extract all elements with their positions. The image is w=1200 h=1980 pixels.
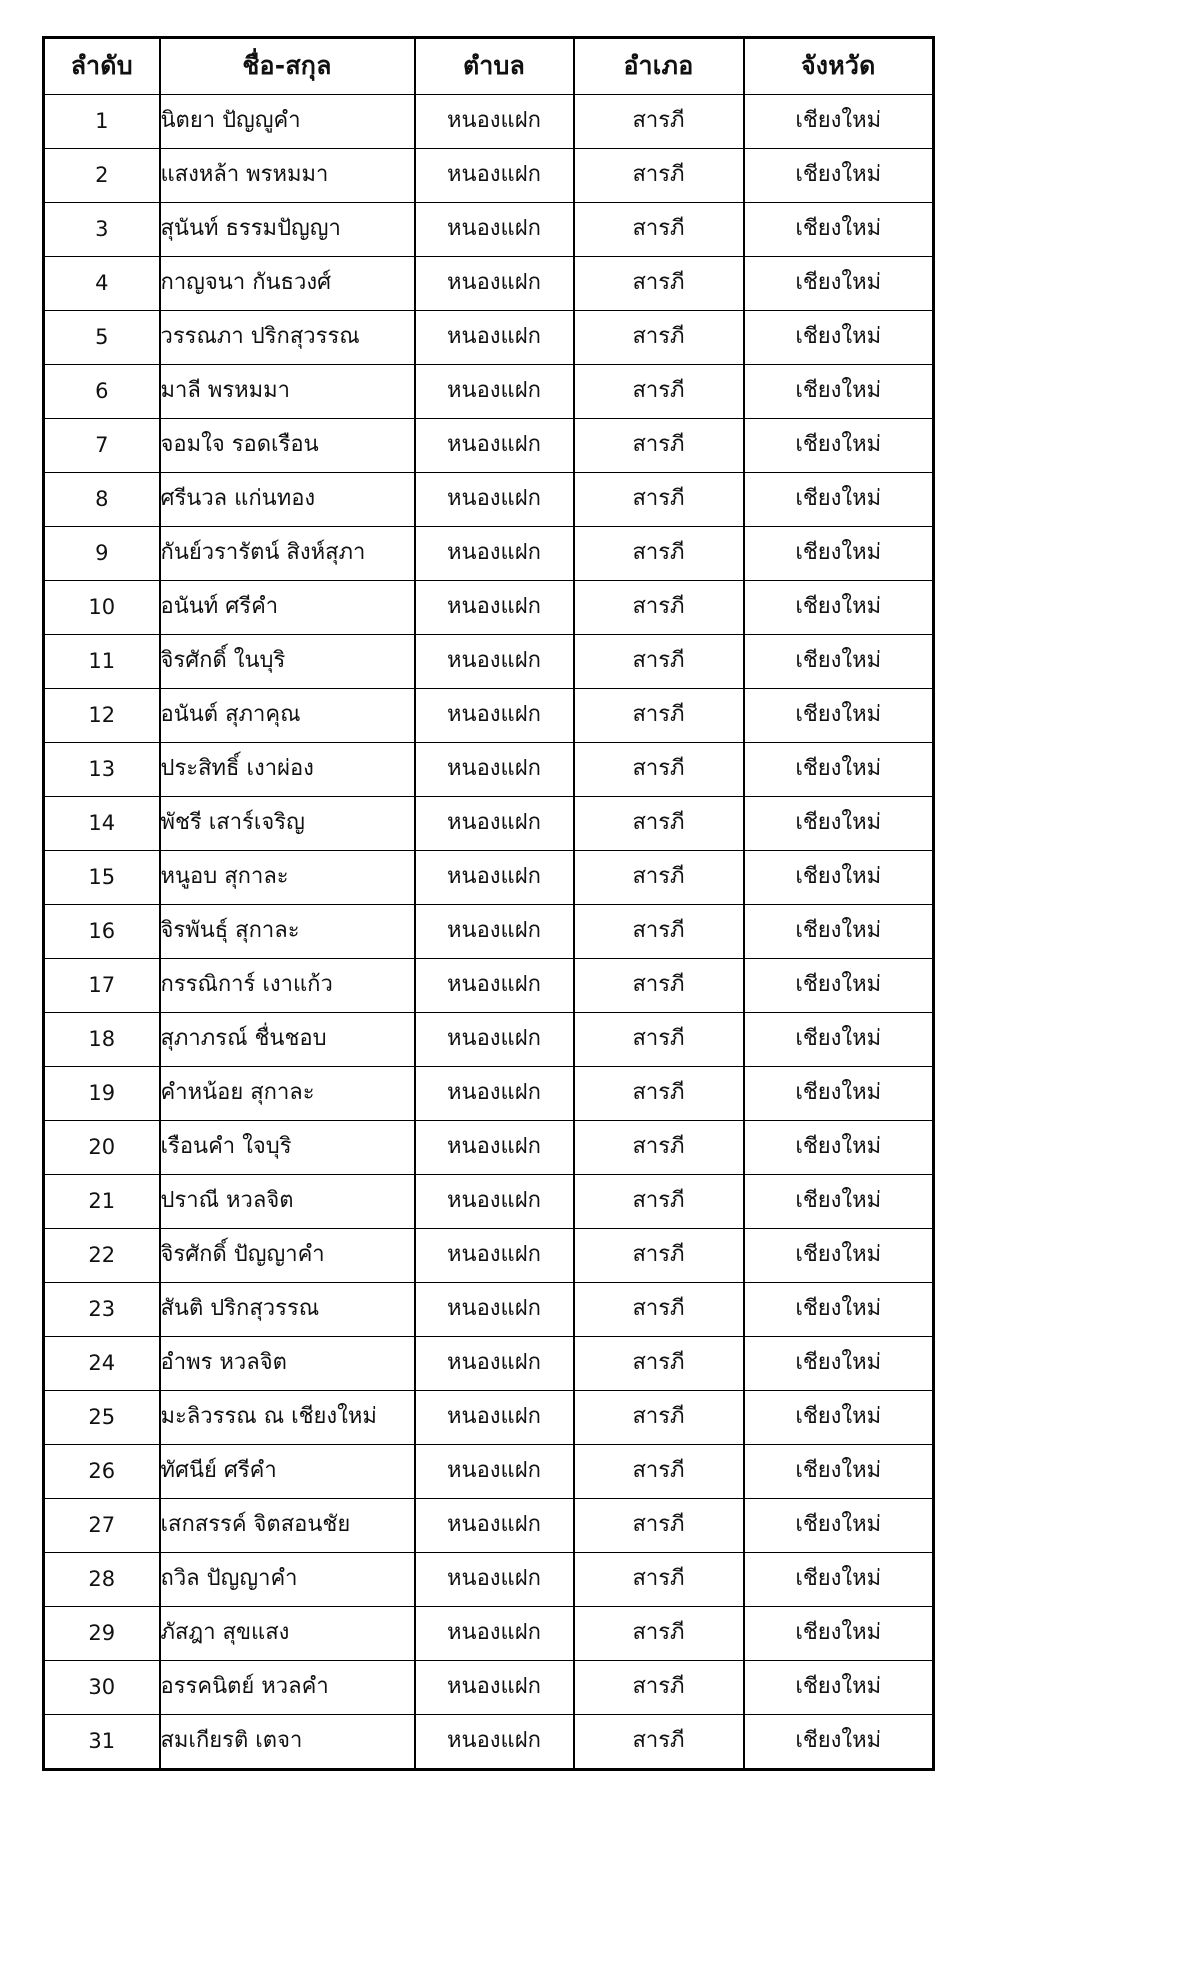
cell-district: สารภี: [574, 905, 744, 959]
cell-district: สารภี: [574, 1553, 744, 1607]
cell-name: กาญจนา กันธวงศ์: [160, 257, 415, 311]
cell-district: สารภี: [574, 1499, 744, 1553]
cell-subdistrict: หนองแฝก: [415, 1607, 574, 1661]
cell-province: เชียงใหม่: [744, 1121, 934, 1175]
cell-subdistrict: หนองแฝก: [415, 1283, 574, 1337]
cell-subdistrict: หนองแฝก: [415, 1175, 574, 1229]
cell-name: อนันท์ ศรีคำ: [160, 581, 415, 635]
cell-district: สารภี: [574, 473, 744, 527]
cell-district: สารภี: [574, 797, 744, 851]
cell-subdistrict: หนองแฝก: [415, 743, 574, 797]
table-row: [44, 311, 934, 365]
cell-province: เชียงใหม่: [744, 95, 934, 149]
table-row: [44, 1337, 934, 1391]
cell-name: นิตยา ปัญญูคำ: [160, 95, 415, 149]
cell-index: 23: [44, 1283, 160, 1337]
cell-district: สารภี: [574, 689, 744, 743]
table-row: [44, 1445, 934, 1499]
cell-name: วรรณภา ปริกสุวรรณ: [160, 311, 415, 365]
table-header: [44, 38, 934, 95]
cell-index: 31: [44, 1715, 160, 1770]
table-row: [44, 1553, 934, 1607]
roster-table: [42, 36, 935, 1771]
table-row: [44, 419, 934, 473]
cell-index: 12: [44, 689, 160, 743]
cell-name: เสกสรรค์ จิตสอนชัย: [160, 1499, 415, 1553]
cell-index: 28: [44, 1553, 160, 1607]
cell-index: 18: [44, 1013, 160, 1067]
cell-district: สารภี: [574, 1067, 744, 1121]
cell-name: พัชรี เสาร์เจริญ: [160, 797, 415, 851]
cell-subdistrict: หนองแฝก: [415, 257, 574, 311]
cell-name: สมเกียรติ เตจา: [160, 1715, 415, 1770]
cell-subdistrict: หนองแฝก: [415, 311, 574, 365]
cell-district: สารภี: [574, 1121, 744, 1175]
cell-index: 13: [44, 743, 160, 797]
cell-province: เชียงใหม่: [744, 635, 934, 689]
cell-subdistrict: หนองแฝก: [415, 473, 574, 527]
cell-subdistrict: หนองแฝก: [415, 581, 574, 635]
cell-index: 3: [44, 203, 160, 257]
table-row: [44, 1121, 934, 1175]
cell-subdistrict: หนองแฝก: [415, 1013, 574, 1067]
cell-district: สารภี: [574, 743, 744, 797]
cell-subdistrict: หนองแฝก: [415, 1337, 574, 1391]
cell-name: กรรณิการ์ เงาแก้ว: [160, 959, 415, 1013]
cell-subdistrict: หนองแฝก: [415, 1445, 574, 1499]
cell-index: 11: [44, 635, 160, 689]
cell-index: 22: [44, 1229, 160, 1283]
cell-subdistrict: หนองแฝก: [415, 1229, 574, 1283]
cell-district: สารภี: [574, 149, 744, 203]
table-row: [44, 365, 934, 419]
cell-province: เชียงใหม่: [744, 581, 934, 635]
table-row: [44, 1175, 934, 1229]
roster-table-container: [42, 36, 932, 1771]
cell-name: จิรศักดิ์ ในบุริ: [160, 635, 415, 689]
cell-index: 29: [44, 1607, 160, 1661]
cell-province: เชียงใหม่: [744, 1553, 934, 1607]
cell-district: สารภี: [574, 1661, 744, 1715]
cell-name: อนันต์ สุภาคุณ: [160, 689, 415, 743]
cell-province: เชียงใหม่: [744, 203, 934, 257]
cell-subdistrict: หนองแฝก: [415, 527, 574, 581]
cell-subdistrict: หนองแฝก: [415, 1121, 574, 1175]
cell-subdistrict: หนองแฝก: [415, 689, 574, 743]
table-row: [44, 1715, 934, 1770]
cell-index: 17: [44, 959, 160, 1013]
table-row: [44, 1607, 934, 1661]
cell-province: เชียงใหม่: [744, 1607, 934, 1661]
cell-district: สารภี: [574, 1013, 744, 1067]
cell-name: อรรคนิตย์ หวลคำ: [160, 1661, 415, 1715]
cell-name: หนูอบ สุกาละ: [160, 851, 415, 905]
column-header-district: อำเภอ: [574, 38, 744, 95]
cell-name: จิรพันธุ์ สุกาละ: [160, 905, 415, 959]
cell-province: เชียงใหม่: [744, 1067, 934, 1121]
cell-name: มาลี พรหมมา: [160, 365, 415, 419]
cell-index: 8: [44, 473, 160, 527]
cell-district: สารภี: [574, 1391, 744, 1445]
cell-index: 21: [44, 1175, 160, 1229]
cell-subdistrict: หนองแฝก: [415, 1715, 574, 1770]
table-header-row: [44, 38, 934, 95]
cell-province: เชียงใหม่: [744, 1229, 934, 1283]
cell-district: สารภี: [574, 1715, 744, 1770]
cell-name: จิรศักดิ์ ปัญญาคำ: [160, 1229, 415, 1283]
cell-province: เชียงใหม่: [744, 689, 934, 743]
cell-index: 2: [44, 149, 160, 203]
cell-subdistrict: หนองแฝก: [415, 419, 574, 473]
cell-province: เชียงใหม่: [744, 1391, 934, 1445]
cell-index: 9: [44, 527, 160, 581]
cell-name: จอมใจ รอดเรือน: [160, 419, 415, 473]
table-body: [44, 95, 934, 1770]
cell-subdistrict: หนองแฝก: [415, 149, 574, 203]
cell-index: 20: [44, 1121, 160, 1175]
cell-district: สารภี: [574, 1445, 744, 1499]
cell-index: 16: [44, 905, 160, 959]
table-row: [44, 797, 934, 851]
cell-name: มะลิวรรณ ณ เชียงใหม่: [160, 1391, 415, 1445]
table-row: [44, 203, 934, 257]
cell-index: 30: [44, 1661, 160, 1715]
cell-name: ศรีนวล แก่นทอง: [160, 473, 415, 527]
table-row: [44, 635, 934, 689]
cell-province: เชียงใหม่: [744, 1175, 934, 1229]
cell-district: สารภี: [574, 419, 744, 473]
column-header-province: จังหวัด: [744, 38, 934, 95]
table-row: [44, 149, 934, 203]
cell-subdistrict: หนองแฝก: [415, 1391, 574, 1445]
cell-index: 26: [44, 1445, 160, 1499]
cell-province: เชียงใหม่: [744, 905, 934, 959]
cell-district: สารภี: [574, 1283, 744, 1337]
cell-name: แสงหล้า พรหมมา: [160, 149, 415, 203]
cell-province: เชียงใหม่: [744, 419, 934, 473]
cell-district: สารภี: [574, 203, 744, 257]
cell-province: เชียงใหม่: [744, 257, 934, 311]
cell-province: เชียงใหม่: [744, 959, 934, 1013]
table-row: [44, 1067, 934, 1121]
cell-name: ถวิล ปัญญาคำ: [160, 1553, 415, 1607]
cell-district: สารภี: [574, 1229, 744, 1283]
cell-province: เชียงใหม่: [744, 1445, 934, 1499]
cell-district: สารภี: [574, 635, 744, 689]
cell-district: สารภี: [574, 959, 744, 1013]
column-header-name: ชื่อ-สกุล: [160, 38, 415, 95]
cell-subdistrict: หนองแฝก: [415, 203, 574, 257]
table-row: [44, 1283, 934, 1337]
cell-subdistrict: หนองแฝก: [415, 851, 574, 905]
table-row: [44, 905, 934, 959]
cell-index: 14: [44, 797, 160, 851]
cell-province: เชียงใหม่: [744, 797, 934, 851]
cell-name: สุนันท์ ธรรมปัญญา: [160, 203, 415, 257]
table-row: [44, 1499, 934, 1553]
table-row: [44, 1013, 934, 1067]
cell-province: เชียงใหม่: [744, 527, 934, 581]
cell-province: เชียงใหม่: [744, 1337, 934, 1391]
cell-subdistrict: หนองแฝก: [415, 1499, 574, 1553]
cell-province: เชียงใหม่: [744, 149, 934, 203]
cell-name: อำพร หวลจิต: [160, 1337, 415, 1391]
table-row: [44, 851, 934, 905]
cell-subdistrict: หนองแฝก: [415, 365, 574, 419]
cell-index: 10: [44, 581, 160, 635]
cell-subdistrict: หนองแฝก: [415, 635, 574, 689]
column-header-index: ลำดับ: [44, 38, 160, 95]
table-row: [44, 1661, 934, 1715]
cell-index: 6: [44, 365, 160, 419]
cell-district: สารภี: [574, 365, 744, 419]
table-row: [44, 527, 934, 581]
cell-district: สารภี: [574, 851, 744, 905]
cell-subdistrict: หนองแฝก: [415, 1067, 574, 1121]
cell-index: 25: [44, 1391, 160, 1445]
cell-name: ทัศนีย์ ศรีคำ: [160, 1445, 415, 1499]
table-row: [44, 581, 934, 635]
cell-name: กันย์วรารัตน์ สิงห์สุภา: [160, 527, 415, 581]
cell-name: ภัสฎา สุขแสง: [160, 1607, 415, 1661]
table-row: [44, 1229, 934, 1283]
cell-district: สารภี: [574, 257, 744, 311]
cell-index: 1: [44, 95, 160, 149]
table-row: [44, 257, 934, 311]
column-header-subdistrict: ตำบล: [415, 38, 574, 95]
table-row: [44, 473, 934, 527]
cell-index: 19: [44, 1067, 160, 1121]
cell-province: เชียงใหม่: [744, 743, 934, 797]
cell-name: ประสิทธิ์ เงาผ่อง: [160, 743, 415, 797]
cell-district: สารภี: [574, 527, 744, 581]
cell-name: สันติ ปริกสุวรรณ: [160, 1283, 415, 1337]
table-row: [44, 95, 934, 149]
cell-name: คำหน้อย สุกาละ: [160, 1067, 415, 1121]
cell-subdistrict: หนองแฝก: [415, 797, 574, 851]
table-row: [44, 1391, 934, 1445]
table-row: [44, 959, 934, 1013]
cell-district: สารภี: [574, 95, 744, 149]
cell-name: เรือนคำ ใจบุริ: [160, 1121, 415, 1175]
cell-province: เชียงใหม่: [744, 365, 934, 419]
cell-name: สุภาภรณ์ ชื่นชอบ: [160, 1013, 415, 1067]
cell-province: เชียงใหม่: [744, 311, 934, 365]
cell-index: 15: [44, 851, 160, 905]
cell-index: 5: [44, 311, 160, 365]
cell-subdistrict: หนองแฝก: [415, 1553, 574, 1607]
cell-province: เชียงใหม่: [744, 851, 934, 905]
table-row: [44, 743, 934, 797]
cell-subdistrict: หนองแฝก: [415, 959, 574, 1013]
cell-province: เชียงใหม่: [744, 1499, 934, 1553]
cell-index: 24: [44, 1337, 160, 1391]
cell-index: 4: [44, 257, 160, 311]
cell-name: ปราณี หวลจิต: [160, 1175, 415, 1229]
cell-district: สารภี: [574, 581, 744, 635]
cell-province: เชียงใหม่: [744, 1661, 934, 1715]
cell-district: สารภี: [574, 1337, 744, 1391]
cell-district: สารภี: [574, 1607, 744, 1661]
cell-index: 7: [44, 419, 160, 473]
cell-province: เชียงใหม่: [744, 1013, 934, 1067]
cell-subdistrict: หนองแฝก: [415, 95, 574, 149]
cell-district: สารภี: [574, 311, 744, 365]
cell-province: เชียงใหม่: [744, 473, 934, 527]
cell-district: สารภี: [574, 1175, 744, 1229]
cell-subdistrict: หนองแฝก: [415, 905, 574, 959]
cell-index: 27: [44, 1499, 160, 1553]
cell-subdistrict: หนองแฝก: [415, 1661, 574, 1715]
cell-province: เชียงใหม่: [744, 1715, 934, 1770]
table-row: [44, 689, 934, 743]
cell-province: เชียงใหม่: [744, 1283, 934, 1337]
